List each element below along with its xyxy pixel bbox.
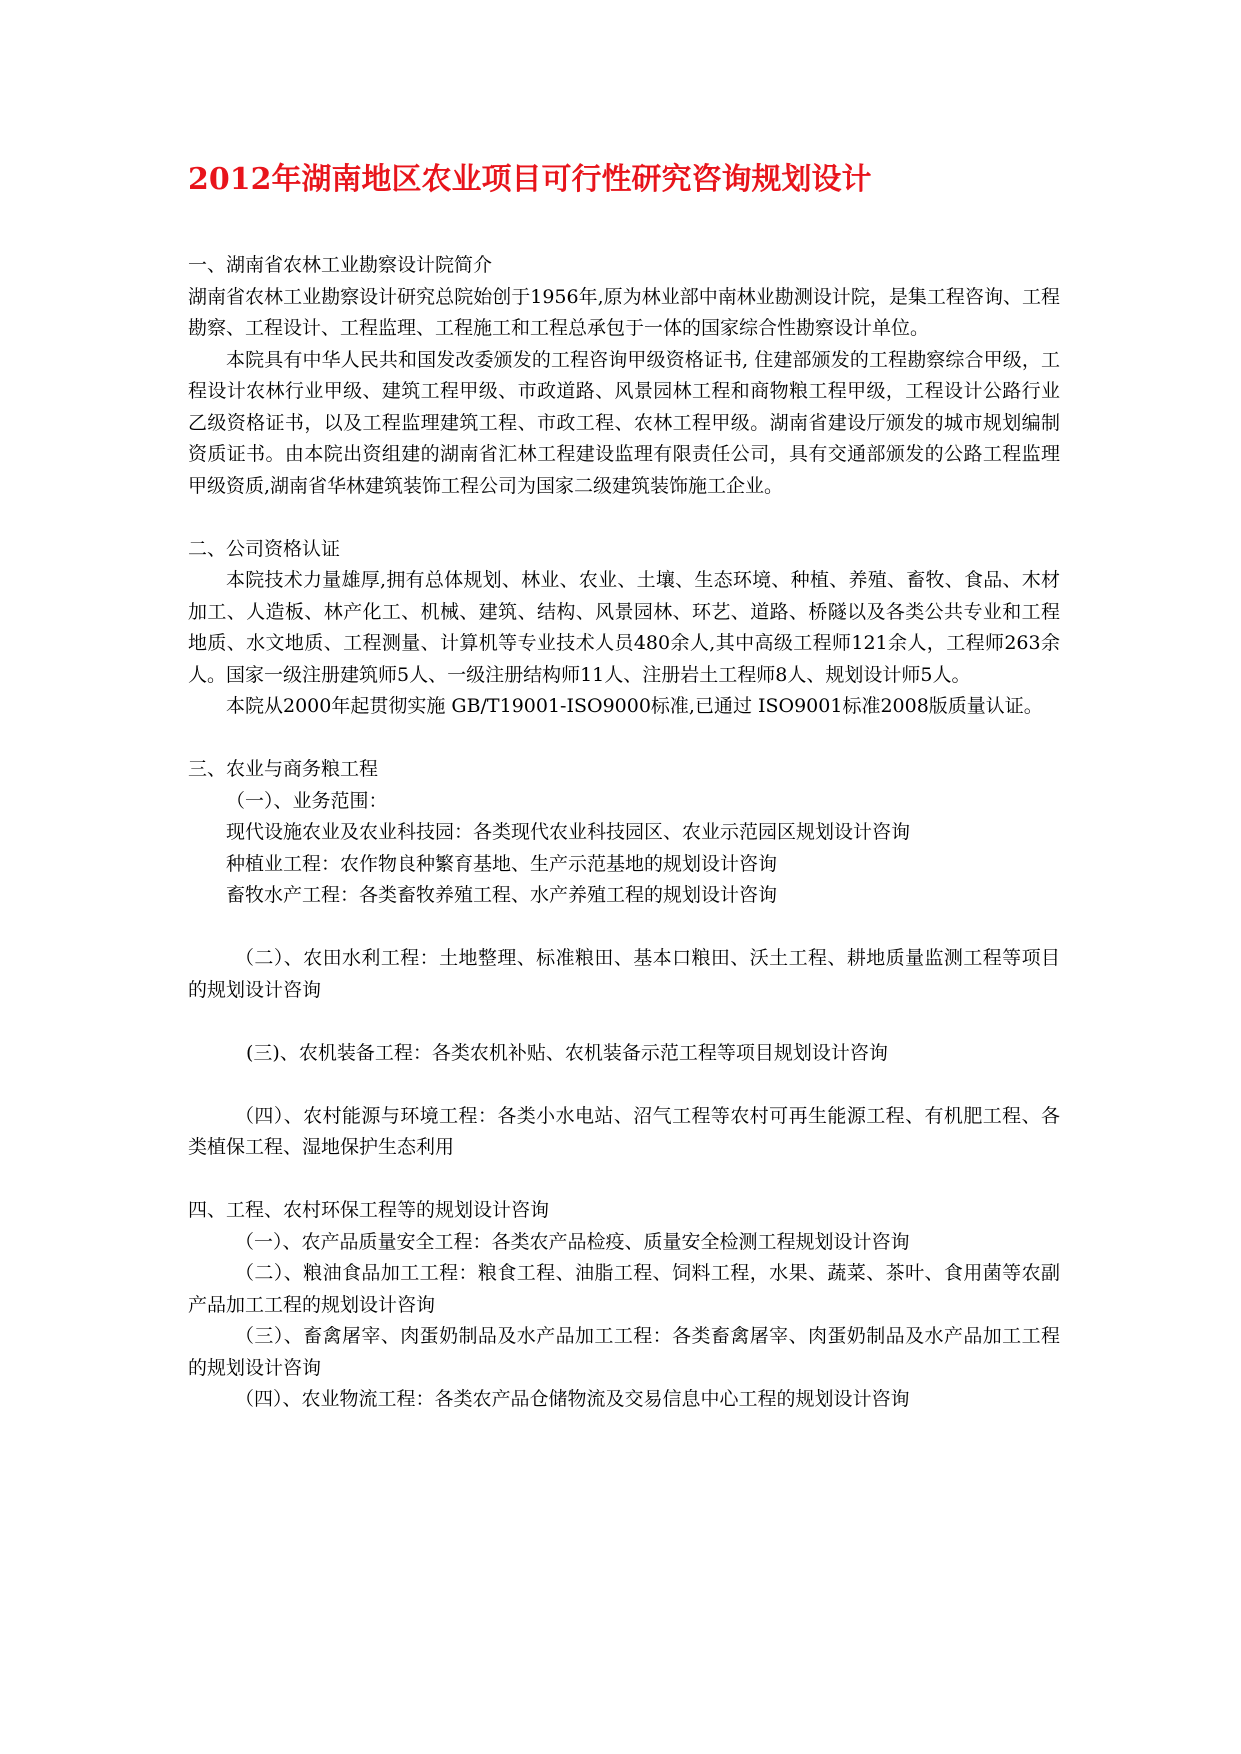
spacer <box>188 912 1060 944</box>
spacer <box>188 1164 1060 1196</box>
section-1-paragraph-2: 本院具有中华人民共和国发改委颁发的工程咨询甲级资格证书, 住建部颁发的工程勘察综合甲级，工程设计农林行业甲级、建筑工程甲级、市政道路、风景园林工程和商物粮工程甲级，工程设计公路行业乙级资格证书，以及工程监理建筑工程、市政工程、农林工程甲级。湖南省建设厅颁发的城市规划编制资质证书。由本院出资组建的湖南省汇林工程建设监理有限责任公司，具有交通部颁发的公路工程监理甲级资质,湖南省华林建筑装饰工程公司为国家二级建筑装饰施工企业。 <box>188 348 1060 497</box>
section-3-item-3: 畜牧水产工程：各类畜牧养殖工程、水产养殖工程的规划设计咨询 <box>226 884 778 906</box>
section-4-heading: 四、工程、农村环保工程等的规划设计咨询 <box>188 1199 550 1221</box>
section-3-sub-2: （二）、农田水利工程：土地整理、标准粮田、基本口粮田、沃土工程、耕地质量监测工程等项目的规划设计咨询 <box>188 947 1060 1001</box>
section-2-paragraph-2: 本院从2000年起贯彻实施 GB/T19001-ISO9000标准,已通过 ISO9001标准2008版质量认证。 <box>226 695 1043 717</box>
spacer <box>188 723 1060 755</box>
section-3-heading: 三、农业与商务粮工程 <box>188 758 379 780</box>
section-4-sub-3: （三）、畜禽屠宰、肉蛋奶制品及水产品加工工程：各类畜禽屠宰、肉蛋奶制品及水产品加工工程的规划设计咨询 <box>188 1325 1060 1379</box>
section-2-heading: 二、公司资格认证 <box>188 537 341 560</box>
section-1-heading: 一、湖南省农林工业勘察设计院简介 <box>188 254 493 276</box>
spacer <box>188 502 1060 534</box>
section-3-item-1: 现代设施农业及农业科技园：各类现代农业科技园区、农业示范园区规划设计咨询 <box>226 821 911 843</box>
spacer <box>188 1006 1060 1038</box>
section-3-item-2: 种植业工程：农作物良种繁育基地、生产示范基地的规划设计咨询 <box>226 852 778 875</box>
section-3-sub-4: （四）、农村能源与环境工程：各类小水电站、沼气工程等农村可再生能源工程、有机肥工程、各类植保工程、湿地保护生态利用 <box>188 1104 1060 1158</box>
section-3-sub-3: (三)、农机装备工程：各类农机补贴、农机装备示范工程等项目规划设计咨询 <box>246 1041 888 1064</box>
section-1-paragraph-1: 湖南省农林工业勘察设计研究总院始创于1956年,原为林业部中南林业勘测设计院，是集工程咨询、工程勘察、工程设计、工程监理、工程施工和工程总承包于一体的国家综合性勘察设计单位。 <box>188 285 1060 339</box>
section-4-sub-1: （一）、农产品质量安全工程：各类农产品检疫、质量安全检测工程规划设计咨询 <box>235 1230 910 1253</box>
section-4-sub-4: （四）、农业物流工程：各类农产品仓储物流及交易信息中心工程的规划设计咨询 <box>235 1388 910 1410</box>
document-body <box>188 250 1060 1416</box>
section-3-sub-1: （一）、业务范围： <box>226 789 388 812</box>
section-2-paragraph-1: 本院技术力量雄厚,拥有总体规划、林业、农业、土壤、生态环境、种植、养殖、畜牧、食品、木材加工、人造板、林产化工、机械、建筑、结构、风景园林、环艺、道路、桥隧以及各类公共专业和工程地质、水文地质、工程测量、计算机等专业技术人员480余人,其中高级工程师121余人，工程师263余人。国家一级注册建筑师5人、一级注册结构师11人、注册岩土工程师8人、规划设计师5人。 <box>188 569 1060 686</box>
section-4-sub-2: （二）、粮油食品加工工程：粮食工程、油脂工程、饲料工程，水果、蔬菜、茶叶、食用菌等农副产品加工工程的规划设计咨询 <box>188 1262 1060 1316</box>
spacer <box>188 1069 1060 1101</box>
document-title: 2012年湖南地区农业项目可行性研究咨询规划设计 <box>188 162 872 197</box>
